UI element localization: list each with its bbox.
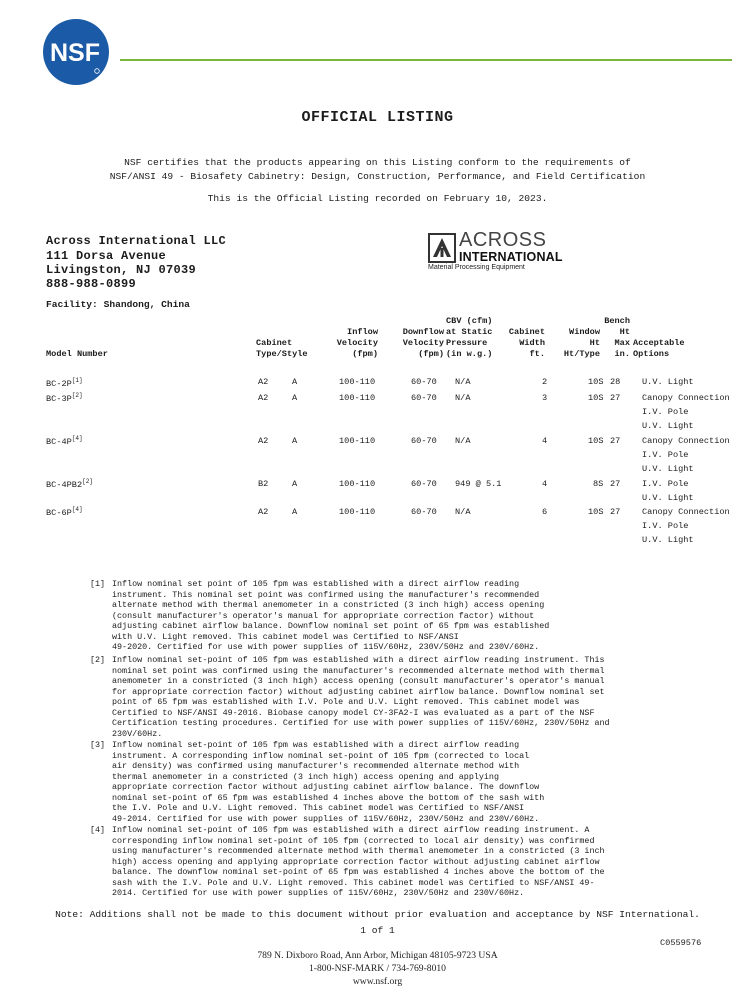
footnote-number: [3] <box>90 740 106 750</box>
cell-bench: 27 <box>610 393 621 403</box>
intro-line-3: This is the Official Listing recorded on February 10, 2023. <box>207 193 548 204</box>
footer-website[interactable]: www.nsf.org <box>352 976 403 987</box>
cell-option: U.V. Light <box>642 493 694 503</box>
footnote-number: [1] <box>90 579 106 589</box>
cell-window: 10S <box>588 393 604 403</box>
cell-option: Canopy Connection <box>642 393 730 403</box>
col-header-options: Acceptable Options <box>633 338 685 359</box>
cell-option: U.V. Light <box>642 535 694 545</box>
across-logo-international: INTERNATIONAL <box>459 250 563 264</box>
col-header-model: Model Number <box>46 349 108 359</box>
cell-style: A <box>292 507 298 517</box>
company-phone: 888-988-0899 <box>46 277 137 291</box>
cell-option: U.V. Light <box>642 464 694 474</box>
facility-label: Facility: Shandong, China <box>46 299 190 310</box>
cell-downflow: 60-70 <box>411 479 437 489</box>
footnote-text: Inflow nominal set point of 105 fpm was established with a direct airflow reading instrument. This nominal set point was confirmed using the manufacturer's recommended alternate method with thermal anemometer in a constricted (3 inch high) access opening (consult manufacturer's operator's manual for appropriate correction factor) without adjusting cabinet airflow balance. Downflow nominal set point of 65 fpm was established with U.V. Light removed. This cabinet model was Certified to NSF/ANSI 49-2020. Certified for use with power supplies of 115V/60Hz, 230V/50Hz and 230V/60Hz. <box>112 579 550 652</box>
page-number: 1 of 1 <box>360 925 395 936</box>
cell-cbv: N/A <box>455 436 471 446</box>
cell-cbv: N/A <box>455 393 471 403</box>
cell-type: A2 <box>258 436 269 446</box>
cell-cbv: N/A <box>455 507 471 517</box>
cell-inflow: 100-110 <box>339 507 376 517</box>
cell-bench: 27 <box>610 507 621 517</box>
cell-model: BC-6P[4] <box>46 506 83 518</box>
footnote-number: [2] <box>90 655 106 665</box>
cell-bench: 27 <box>610 436 621 446</box>
cell-option: Canopy Connection <box>642 436 730 446</box>
cell-inflow: 100-110 <box>339 377 376 387</box>
cell-style: A <box>292 393 298 403</box>
cell-width: 6 <box>542 507 548 517</box>
col-header-bench: Bench Ht Max in. <box>604 316 630 359</box>
cell-style: A <box>292 479 298 489</box>
cell-downflow: 60-70 <box>411 393 437 403</box>
cell-option: I.V. Pole <box>642 521 689 531</box>
col-header-downflow: Downflow Velocity (fpm) <box>402 327 444 359</box>
cell-width: 2 <box>542 377 548 387</box>
footnote-text: Inflow nominal set-point of 105 fpm was established with a direct airflow reading instrument. This nominal set point was confirmed using the manufacturer's recommended alternate method with thermal anemometer in a constricted (3 inch high) access opening (consult manufacturer's operator's manual for appropriate correction factor) without adjusting cabinet airflow balance. Downflow nominal set point of 65 fpm was established with I.V. Pole and U.V. Light removed. This cabinet model was Certified to NSF/ANSI 49-2016. Biobase canopy model CY-3FA2-I was evaluated as a part of the NSF Certification testing procedures. Certified for use with power supplies of 115V/60Hz, 230V/50Hz and 230V/60Hz. <box>112 655 610 739</box>
company-address-line-1: 111 Dorsa Avenue <box>46 249 167 263</box>
across-logo-tagline: Material Processing Equipment <box>428 264 525 271</box>
cell-option: I.V. Pole <box>642 479 689 489</box>
col-header-width: Cabinet Width ft. <box>508 327 545 359</box>
cell-inflow: 100-110 <box>339 436 376 446</box>
across-logo-mark <box>428 233 456 263</box>
cell-inflow: 100-110 <box>339 479 376 489</box>
cell-model: BC-4PB2[2] <box>46 478 93 490</box>
intro-line-2: NSF/ANSI 49 - Biosafety Cabinetry: Design, Construction, Performance, and Field Certification <box>109 171 646 182</box>
nsf-logo <box>42 18 110 86</box>
cell-width: 4 <box>542 436 548 446</box>
cell-cbv: N/A <box>455 377 471 387</box>
cell-style: A <box>292 377 298 387</box>
cell-downflow: 60-70 <box>411 507 437 517</box>
footnote-text: Inflow nominal set-point of 105 fpm was established with a direct airflow reading instrument. A corresponding inflow nominal set-point of 105 fpm (corrected to local air density) was confirmed using manufacturer's recommended alternate method with thermal anemometer in a constricted (3 inch high) access opening and applying appropriate correction factor without adjusting cabinet airflow balance. The downflow nominal set-point of 65 fpm was established 4 inches above the bottom of the sash with the I.V. Pole and U.V. Light removed. This cabinet model was Certified to NSF/ANSI 49-2014. Certified for use with power supplies of 115V/60Hz, 230V/50Hz and 230V/60Hz. <box>112 740 545 824</box>
nsf-logo-text: NSF <box>50 39 100 67</box>
col-header-cbv: CBV (cfm) at Static Pressure (in w.g.) <box>446 316 493 359</box>
cell-window: 10S <box>588 436 604 446</box>
page-title: OFFICIAL LISTING <box>301 109 454 126</box>
cell-width: 3 <box>542 393 548 403</box>
cell-downflow: 60-70 <box>411 377 437 387</box>
cell-inflow: 100-110 <box>339 393 376 403</box>
bottom-note: Note: Additions shall not be made to this document without prior evaluation and acceptance by NSF International. <box>55 909 700 920</box>
cell-type: A2 <box>258 377 269 387</box>
company-address-line-2: Livingston, NJ 07039 <box>46 263 197 277</box>
cell-option: U.V. Light <box>642 377 694 387</box>
cell-downflow: 60-70 <box>411 436 437 446</box>
cell-window: 10S <box>588 507 604 517</box>
cell-bench: 27 <box>610 479 621 489</box>
cell-model: BC-3P[2] <box>46 392 83 404</box>
header-rule <box>120 59 732 61</box>
cell-width: 4 <box>542 479 548 489</box>
footnote-text: Inflow nominal set-point of 105 fpm was established with a direct airflow reading instrument. A corresponding inflow nominal set-point of 105 fpm (corrected to local air density) was confirmed using manufacturer's recommended alternate method with thermal anemometer in a constricted (3 inch high) access opening and applying appropriate correction factor without adjusting cabinet airflow balance. The downflow nominal set-point of 65 fpm was established 4 inches above the bottom of the sash with the I.V. Pole and U.V. Light removed. This cabinet model was Certified to NSF/ANSI 49- 2014. Certified for use with power supplies of 115V/60Hz, 230V/50Hz and 230V/60Hz. <box>112 825 605 898</box>
cell-window: 10S <box>588 377 604 387</box>
col-header-cabinet: Cabinet Type/Style <box>256 338 308 359</box>
cell-type: B2 <box>258 479 269 489</box>
company-name: Across International LLC <box>46 234 227 248</box>
cell-option: U.V. Light <box>642 421 694 431</box>
cell-option: I.V. Pole <box>642 450 689 460</box>
col-header-window: Window Ht Ht/Type <box>563 327 600 359</box>
footnote-number: [4] <box>90 825 106 835</box>
cell-model: BC-2P[1] <box>46 377 83 389</box>
company-logo <box>428 229 563 275</box>
cell-window: 8S <box>593 479 604 489</box>
cell-bench: 28 <box>610 377 621 387</box>
col-header-inflow: Inflow Velocity (fpm) <box>336 327 378 359</box>
intro-line-1: NSF certifies that the products appearing on this Listing conform to the requirements of <box>124 157 631 168</box>
cell-model: BC-4P[4] <box>46 435 83 447</box>
cell-style: A <box>292 436 298 446</box>
document-code: C0559576 <box>660 938 702 948</box>
footer-phone: 1-800-NSF-MARK / 734-769-8010 <box>309 963 446 974</box>
cell-option: Canopy Connection <box>642 507 730 517</box>
cell-option: I.V. Pole <box>642 407 689 417</box>
footer-address: 789 N. Dixboro Road, Ann Arbor, Michigan 48105-9723 USA <box>257 950 498 961</box>
cell-type: A2 <box>258 393 269 403</box>
across-logo-word: ACROSS <box>459 229 547 251</box>
cell-type: A2 <box>258 507 269 517</box>
cell-cbv: 949 @ 5.1 <box>455 479 502 489</box>
